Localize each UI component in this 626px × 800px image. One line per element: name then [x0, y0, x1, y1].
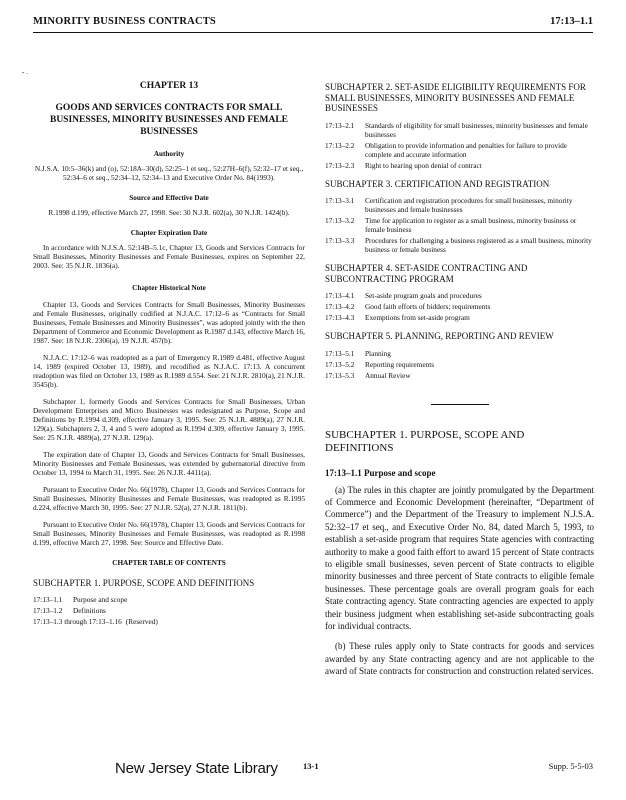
- source-text: R.1998 d.199, effective March 27, 1998. See: 30 N.J.R. 602(a), 30 N.J.R. 1424(b).: [48, 208, 290, 217]
- toc-entry-description: Definitions: [73, 605, 106, 615]
- toc-entry[interactable]: [325, 121, 594, 139]
- toc-entry-description: Obligation to provide information and penalties for failure to provide complete and accurate information: [365, 140, 568, 159]
- toc-entry-number: 17:13–1.2: [33, 605, 63, 615]
- rule-title: 17:13–1.1 Purpose and scope: [325, 467, 436, 478]
- toc-entry[interactable]: [325, 360, 594, 369]
- toc-list: [325, 196, 594, 254]
- toc-entry-description: Right to hearing upon denial of contract: [365, 160, 482, 170]
- toc-list: [325, 291, 594, 322]
- running-header: [33, 14, 593, 33]
- margin-mark: - .: [22, 68, 28, 76]
- toc-entry[interactable]: [325, 236, 594, 254]
- toc-entry-description: Annual Review: [365, 370, 411, 380]
- toc-list: [325, 349, 594, 380]
- chapter-label: CHAPTER 13: [139, 81, 199, 91]
- history-paragraph: Pursuant to Executive Order No. 66(1978), Chapter 13, Goods and Services Contracts for Small Businesses, Minority Businesses and Female Businesses, was readopted as R.1998 d.199, effective March 27, 1998. See: Source and Effective Date.: [33, 520, 305, 547]
- toc-entry[interactable]: [325, 141, 594, 159]
- subchapter-heading: SUBCHAPTER 1. PURPOSE, SCOPE AND DEFINITIONS: [325, 428, 525, 454]
- toc-subchapter-title: SUBCHAPTER 4. SET-ASIDE CONTRACTING AND SUBCONTRACTING PROGRAM: [325, 263, 528, 284]
- toc-entry[interactable]: [325, 302, 594, 311]
- toc-entry-number: 17:13–2.1: [325, 120, 355, 130]
- chapter-title: GOODS AND SERVICES CONTRACTS FOR SMALL BUSINESSES, MINORITY BUSINESSES AND FEMALE BUSINESSES: [49, 103, 288, 137]
- toc-entry-description: Planning: [365, 348, 391, 358]
- library-watermark: New Jersey State Library: [115, 760, 278, 777]
- toc-entry[interactable]: [325, 216, 594, 234]
- toc-entry-number: 17:13–5.3: [325, 370, 355, 380]
- toc-entry[interactable]: [33, 595, 305, 604]
- toc-subchapter-title: SUBCHAPTER 3. CERTIFICATION AND REGISTRATION: [325, 178, 550, 189]
- history-paragraph: N.J.A.C. 17:12–6 was readopted as a part of Emergency R.1989 d.481, effective August 14, 1989 (expired October 13, 1989), and recodified as N.J.A.C. 17:13. A concurrent readoption was filed on October 13, 1989 as R.1989 d.554. See: 21 N.J.R. 2810(a), 21 N.J.R. 3545(b).: [33, 353, 305, 389]
- rule-paragraph: (b) These rules apply only to State contracts for goods and services awarded by any State contracting agency and are not applicable to the award of State contracts for construction and construction related services.: [325, 641, 594, 677]
- toc-entry-description: Purpose and scope: [73, 594, 128, 604]
- toc-entry[interactable]: [325, 291, 594, 300]
- left-column: [33, 82, 305, 628]
- toc-entry-description: Certification and registration procedures for small businesses, minority businesses and female businesses: [365, 196, 573, 214]
- toc-entry-number: 17:13–5.2: [325, 359, 355, 369]
- section-divider: [431, 404, 489, 405]
- authority-text: N.J.S.A. 10:5–36(k) and (o), 52:18A–30(d), 52:25–1 et seq., 52:27H–6(f), 52:32–17 et seq., 52:34–6 et seq., 52:34–12, 52:34–13 and Executive Order No. 84(1993).: [34, 164, 304, 182]
- rule-paragraph: (a) The rules in this chapter are jointly promulgated by the Department of Commerce and Economic Development (hereinafter, “Department of Commerce”) and the Department of the Treasury to implement N.J.S.A. 52:32–17 et seq., and Executive Order No. 84, dated March 5, 1993, to establish a set-aside program that requires State agencies with contracting authority to make a good faith effort to award 15 percent of State contracts to eligible small businesses, seven percent of State contracts to eligible minority businesses and three percent of State contracts to eligible female businesses. These percentage goals are overall program goals for each State contracting agency. State contracting agencies are expected to apply their business judgment when establishing set-aside subcontracting goals for individual contracts.: [325, 484, 594, 631]
- toc-entry-number: 17:13–1.3 through 17:13–1.16: [33, 616, 122, 626]
- history-paragraph: The expiration date of Chapter 13, Goods and Services Contracts for Small Businesses, Minority Businesses and Female Businesses, was extended by gubernatorial directive from October 13, 1994 to March 31, 1995. See: 26 N.J.R. 4411(a).: [33, 450, 305, 477]
- right-column: [325, 82, 594, 686]
- toc-entry-number: 17:13–5.1: [325, 348, 355, 358]
- toc-entry-description: Set-aside program goals and procedures: [365, 291, 482, 300]
- history-paragraph: Pursuant to Executive Order No. 66(1978), Chapter 13, Goods and Services Contracts for Small Businesses, Minority Businesses and Female Businesses, was readopted as R.1995 d.224, effective March 30, 1995. See: 27 N.J.R. 52(a), 27 N.J.R. 1811(b).: [33, 485, 305, 512]
- header-section-number: 17:13–1.1: [550, 16, 593, 27]
- toc-entry[interactable]: [325, 371, 594, 380]
- toc-subchapter-title: SUBCHAPTER 1. PURPOSE, SCOPE AND DEFINITIONS: [33, 578, 255, 588]
- toc-entry-number: 17:13–4.2: [325, 302, 355, 311]
- authority-heading: Authority: [153, 150, 185, 158]
- history-paragraph: Subchapter 1, formerly Goods and Services Contracts for Small Businesses, Urban Development Enterprises and Micro Businesses was redesignated as Purpose, Scope and Definitions by R.1994 d.309, effective January 3, 1995. See: 25 N.J.R. 4889(a), 27 N.J.R. 129(a). Subchapters 2, 3, 4 and 5 were adopted as R.1994 d.309, effective January 3, 1995. See: 25 N.J.R. 4889(a), 27 N.J.R. 129(a).: [33, 397, 305, 442]
- toc-entry-number: 17:13–2.3: [325, 160, 355, 170]
- supplement-date: Supp. 5-5-03: [548, 761, 593, 771]
- toc-entry-number: 17:13–3.2: [325, 216, 355, 225]
- expiration-heading: Chapter Expiration Date: [130, 229, 208, 237]
- toc-entry-description: Standards of eligibility for small businesses, minority businesses and female businesses: [365, 120, 588, 139]
- toc-entry-description: Procedures for challenging a business registered as a small business, minority business or female business: [365, 236, 592, 254]
- toc-entry-number: 17:13–3.3: [325, 236, 355, 245]
- toc-entry[interactable]: [33, 617, 305, 626]
- toc-subchapter-title: SUBCHAPTER 5. PLANNING, REPORTING AND REVIEW: [325, 331, 554, 341]
- header-title: MINORITY BUSINESS CONTRACTS: [33, 16, 216, 27]
- toc-entry-description: Good faith efforts of bidders; requirements: [365, 302, 491, 311]
- toc-entry-description: Exemptions from set-aside program: [365, 313, 470, 322]
- toc-entry[interactable]: [325, 349, 594, 358]
- expiration-text: In accordance with N.J.S.A. 52:14B–5.1c, Chapter 13, Goods and Services Contracts for Small Businesses, Minority Businesses and Female Businesses, expires on September 22, 2003. See: 35 N.J.R. 1836(a).: [33, 243, 305, 270]
- page-number: 13-1: [303, 761, 319, 771]
- toc-entry-number: 17:13–1.1: [33, 594, 63, 604]
- history-heading: Chapter Historical Note: [132, 284, 206, 292]
- toc-subchapter-title: SUBCHAPTER 2. SET-ASIDE ELIGIBILITY REQUIREMENTS FOR SMALL BUSINESSES, MINORITY BUSINESSES AND FEMALE BUSINESSES: [325, 82, 586, 113]
- toc-entry-description: Reporting requirements: [365, 359, 435, 369]
- toc-entry[interactable]: [325, 313, 594, 322]
- toc-entry-description: Time for application to register as a small business, minority business or female business: [365, 216, 577, 234]
- toc-entry-number: 17:13–3.1: [325, 196, 355, 205]
- history-paragraph: Chapter 13, Goods and Services Contracts for Small Businesses, Minority Businesses and Female Businesses, originally codified at N.J.A.C. 17:12–6 as “Contracts for Small Businesses, Female Businesses and Minority Businesses”, was adopted jointly with the then Department of Commerce and Economic Development as R.1987 d.143, effective March 16, 1987. See: 18 N.J.R. 2306(a), 19 N.J.R. 457(b).: [33, 300, 305, 345]
- toc-entry-number: 17:13–4.3: [325, 313, 355, 322]
- toc-list: [325, 121, 594, 170]
- toc-entry[interactable]: [325, 161, 594, 170]
- toc-entry-description: (Reserved): [125, 616, 158, 626]
- toc-entry[interactable]: [325, 196, 594, 214]
- toc-heading: CHAPTER TABLE OF CONTENTS: [112, 559, 226, 567]
- source-heading: Source and Effective Date: [129, 194, 209, 202]
- toc-entry[interactable]: [33, 606, 305, 615]
- toc-entry-number: 17:13–2.2: [325, 140, 355, 150]
- toc-entry-number: 17:13–4.1: [325, 291, 355, 300]
